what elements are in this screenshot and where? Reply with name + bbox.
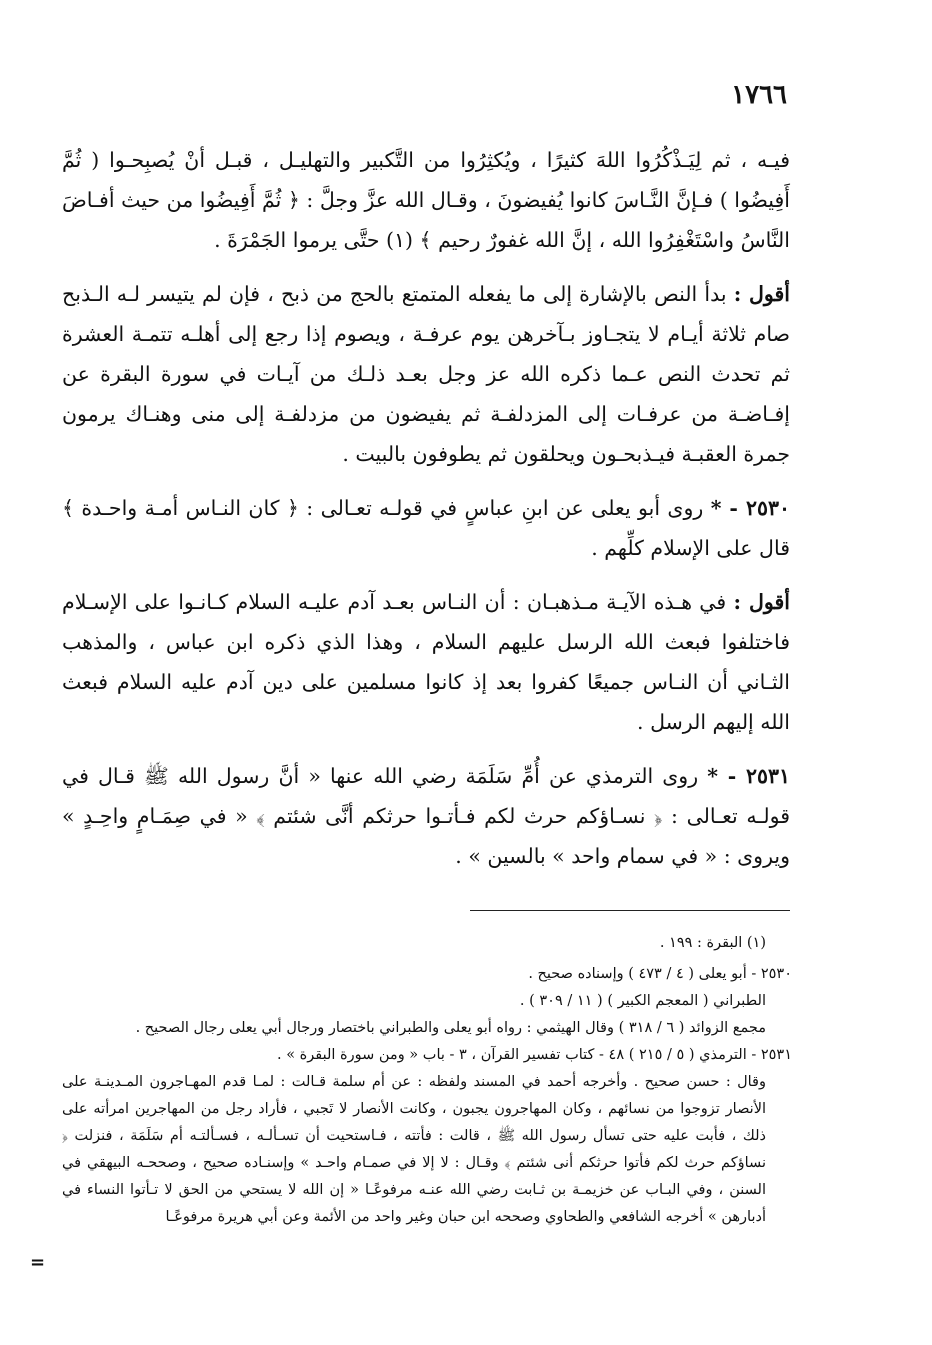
footnote: (١) البقرة : ١٩٩ . [659, 935, 766, 951]
paragraph-text: في هـذه الآيـة مـذهبـان : أن النـاس بعـد آدم عليـه السلام كـانـوا على الإسـلام فاختلفوا فبعث الله الرسل عليهم السلام ، وهذا الذي ذكره ابن عباس ، والمذهب الثـاني أن النـاس جميعًا كفروا بعد إذ كانوا مسلمين على دين آدم عليه السلام فبعث الله إليهم الرسل . [62, 590, 790, 734]
paragraph [62, 274, 790, 474]
footnote: ٢٥٣١ - الترمذي ( ٥ / ٢١٥ ) ٤٨ - كتاب تفسير القرآن ، ٣ - باب « ومن سورة البقرة » . [276, 1047, 792, 1063]
paragraph-text: فيـه ، ثم لِيَـذْكُرُوا اللهَ كثيرًا ، ويُكثِرُوا من التَّكبير والتهليـل ، قبـل أنْ يُصبِحـوا ( ثُمَّ أَفِيضُوا ) فـإنَّ النَّـاسَ كانوا يُفيضونَ ، وقـال الله عزَّ وجلَّ : ﴿ ثُمَّ أَفِيضُوا من حيث أفـاضَ النَّاسُ واسْتَغْفِرُوا الله ، إنَّ الله غفورٌ رحيم ﴾ (١) حتَّى يرموا الجَمْرَةَ . [62, 148, 790, 252]
paragraph-text: روى أبو يعلى عن ابنِ عباسٍ في قولـه تعـالى : ﴿ كان النـاس أمـة واحـدة ﴾ قال على الإسلام كلِّهم . [62, 496, 790, 560]
paragraph-lead: أقول : [733, 282, 790, 306]
paragraph-lead: أقول : [733, 590, 790, 614]
footnote: ٢٥٣٠ - أبو يعلى ( ٤ / ٤٧٣ ) وإسناده صحيح . [528, 966, 792, 982]
paragraph [62, 488, 790, 568]
paragraph-text: بدأ النص بالإشارة إلى ما يفعله المتمتع بالحج من ذبح ، فإن لم يتيسر لـه الـذبح صام ثلاثة أيـام لا يتجـاوز بـآخرهن يوم عرفـة ، ويصوم إذا رجع إلى أهلـه تتمـة العشرة ثم تحدث النص عـما ذكره الله عز وجل بعـد ذلـك من آيـات في سورة البقرة عن إفـاضـة من عرفـات إلى المزدلفـة ثم يفيضون من مزدلفـة إلى منى وهنـاك يرمون جمرة العقبـة فيـذبحـون ويحلقون ثم يطوفون بالبيت . [62, 282, 790, 466]
paragraph [62, 140, 790, 260]
main-text [62, 140, 790, 890]
footnote: وقال : حسن صحيح . وأخرجه أحمد في المسند ولفظه : عن أم سلمة قـالت : لمـا قدم المهـاجرون المـدينـة على الأنصار تزوجوا من نسائهم ، وكان المهاجرون يجبون ، وكانت الأنصار لا تَجبي ، فأراد رجل من المهاجرين امرأته على ذلك ، فأبت عليه حتى تسأل رسول الله ﷺ ، قالت : فأتته ، فـاستحيت أن تسـألـه ، فسـألتـه أم سَلَمَة ، فنزلت ﴿ نساؤكم حرث لكم فأتوا حرثكم أنى شئتم ﴾ وقـال : لا إلا في صمـام واحـد » وإسنـاده صحيح ، وصححـه البيهقي في السنن ، وفي البـاب عن خزيمـة بن ثـابت رضي الله عنـه مرفوعًـا « إن الله لا يستحي من الحق لا تـأتوا النساء في أدبارهن » أخرجه الشافعي والطحاوي وصححه ابن حبان وغير واحد من الأئمة وعن أبي هريرة مرفوعًـا [62, 1074, 766, 1225]
paragraph-lead: ٢٥٣٠ - * [710, 496, 790, 520]
paragraph-text: روى الترمذي عن أُمِّ سَلَمَة رضي الله عنها « أنَّ رسول الله ﷺ قـال في قولـه تعـالى : ﴿ نسـاؤكم حرث لكم فـأتـوا حرثكم أنَّى شئتم ﴾ « في صِمَـامٍ واحِـدٍ » ويروى : « في سمام واحد » بالسين » . [62, 764, 790, 868]
footnotes [62, 930, 792, 1231]
footnote: مجمع الزوائد ( ٦ / ٣١٨ ) وقال الهيثمي : رواه أبو يعلى والطبراني باختصار ورجال أبي يعلى رجال الصحيح . [135, 1020, 766, 1036]
paragraph [62, 582, 790, 742]
footnote-divider [470, 910, 790, 911]
page-number: ١٧٦٦ [731, 80, 787, 110]
footnote: الطبراني ( المعجم الكبير ) ( ١١ / ٣٠٩ ) . [519, 993, 766, 1009]
continuation-mark: = [30, 1252, 46, 1273]
paragraph-lead: ٢٥٣١ - * [707, 764, 790, 788]
paragraph [62, 756, 790, 876]
